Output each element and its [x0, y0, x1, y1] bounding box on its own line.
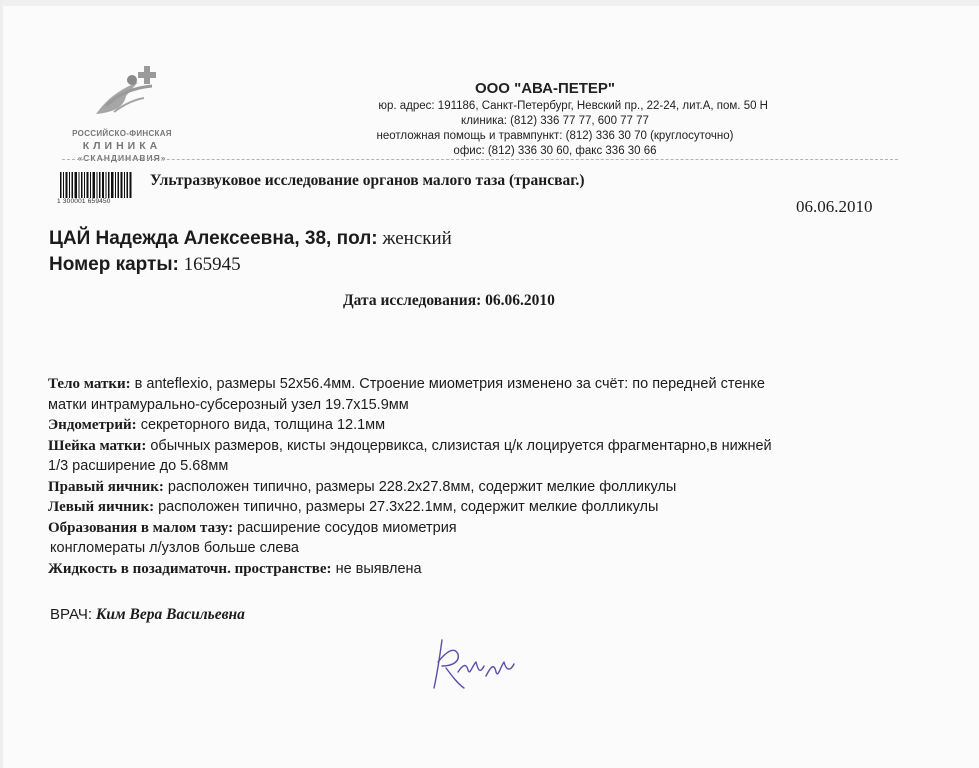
barcode-number: 1 300001 659450 — [57, 198, 111, 205]
logo-text-line3: «СКАНДИНАВИЯ» — [77, 153, 167, 163]
cervix-text-2: 1/3 расширение до 5.68мм — [48, 458, 229, 474]
pelvis-text: расширение сосудов миометрия — [237, 519, 457, 536]
pelvis-text-2: конгломераты л/узлов больше слева — [50, 540, 299, 556]
card-number-label: Номер карты: — [49, 254, 179, 275]
header-divider — [62, 159, 898, 160]
card-number-row — [49, 252, 452, 278]
office-phone: офис: (812) 336 30 60, факс 336 30 66 — [453, 145, 657, 157]
left-ovary-row — [48, 497, 908, 518]
patient-name: ЦАЙ Надежда Алексеевна, 38, пол: — [49, 228, 378, 249]
right-ovary-label: Правый яичник: — [48, 478, 164, 495]
right-ovary-text: расположен типично, размеры 228.2х27.8мм, содержит мелкие фолликулы — [167, 478, 677, 495]
pelvis-row — [48, 518, 908, 539]
left-ovary-label: Левый яичник: — [48, 499, 155, 515]
endometrium-row — [48, 415, 908, 436]
uterus-text: в anteflexio, размеры 52х56.4мм. Строение миометрия изменено за счёт: по передней стенке — [134, 376, 765, 392]
pelvis-row-2 — [48, 538, 908, 559]
signature-icon — [428, 632, 528, 694]
fluid-row — [48, 559, 908, 580]
clinic-phone: клиника: (812) 336 77 77, 600 77 77 — [461, 115, 649, 127]
patient-sex: женский — [382, 228, 452, 249]
study-date: Дата исследования: 06.06.2010 — [343, 292, 555, 309]
endometrium-label: Эндометрий: — [48, 417, 137, 433]
running-figure-with-cross-icon — [66, 66, 176, 126]
doctor-label: ВРАЧ: — [50, 606, 93, 623]
left-ovary-text: расположен типично, размеры 27.3х22.1мм, содержит мелкие фолликулы — [158, 499, 659, 515]
doctor-name: Ким Вера Васильевна — [95, 606, 245, 623]
uterus-row — [48, 374, 908, 395]
findings-section — [48, 374, 908, 579]
company-name: ООО "АВА-ПЕТЕР" — [474, 80, 616, 97]
uterus-label: Тело матки: — [48, 376, 131, 392]
exam-title: Ультразвуковое исследование органов малого таза (трансваг.) — [150, 172, 585, 189]
fluid-label: Жидкость в позадиматочн. пространстве: — [48, 560, 332, 577]
patient-name-row — [49, 226, 452, 252]
logo-text-line1: РОССИЙСКО-ФИНСКАЯ — [72, 129, 172, 138]
cervix-row — [48, 436, 908, 457]
pelvis-label: Образования в малом тазу: — [48, 519, 234, 536]
clinic-logo — [56, 66, 188, 164]
emergency-phone: неотложная помощь и травмпункт: (812) 336 30 70 (круглосуточно) — [376, 130, 734, 142]
barcode-icon — [60, 172, 132, 198]
cervix-row-2 — [48, 456, 908, 477]
doctor-row — [50, 606, 245, 624]
legal-address: юр. адрес: 191186, Санкт-Петербург, Невский пр., 22-24, лит.А, пом. 50 Н — [378, 100, 768, 112]
cervix-label: Шейка матки: — [48, 437, 147, 454]
logo-text-line2: КЛИНИКА — [82, 140, 162, 152]
endometrium-text: секреторного вида, толщина 12.1мм — [140, 417, 386, 433]
cervix-text: обычных размеров, кисты эндоцервикса, слизистая ц/к лоцируется фрагментарно,в нижней — [150, 437, 772, 454]
paper-edge-left — [0, 0, 3, 768]
fluid-text: не выявлена — [335, 560, 422, 577]
exam-date: 06.06.2010 — [796, 197, 873, 216]
paper-edge — [0, 0, 979, 6]
uterus-text-2: матки интрамурально-субсерозный узел 19.7х15.9мм — [48, 396, 409, 413]
uterus-row-2 — [48, 395, 908, 416]
letterhead — [310, 80, 780, 159]
card-number: 165945 — [183, 254, 241, 275]
right-ovary-row — [48, 477, 908, 498]
patient-info — [49, 226, 452, 278]
